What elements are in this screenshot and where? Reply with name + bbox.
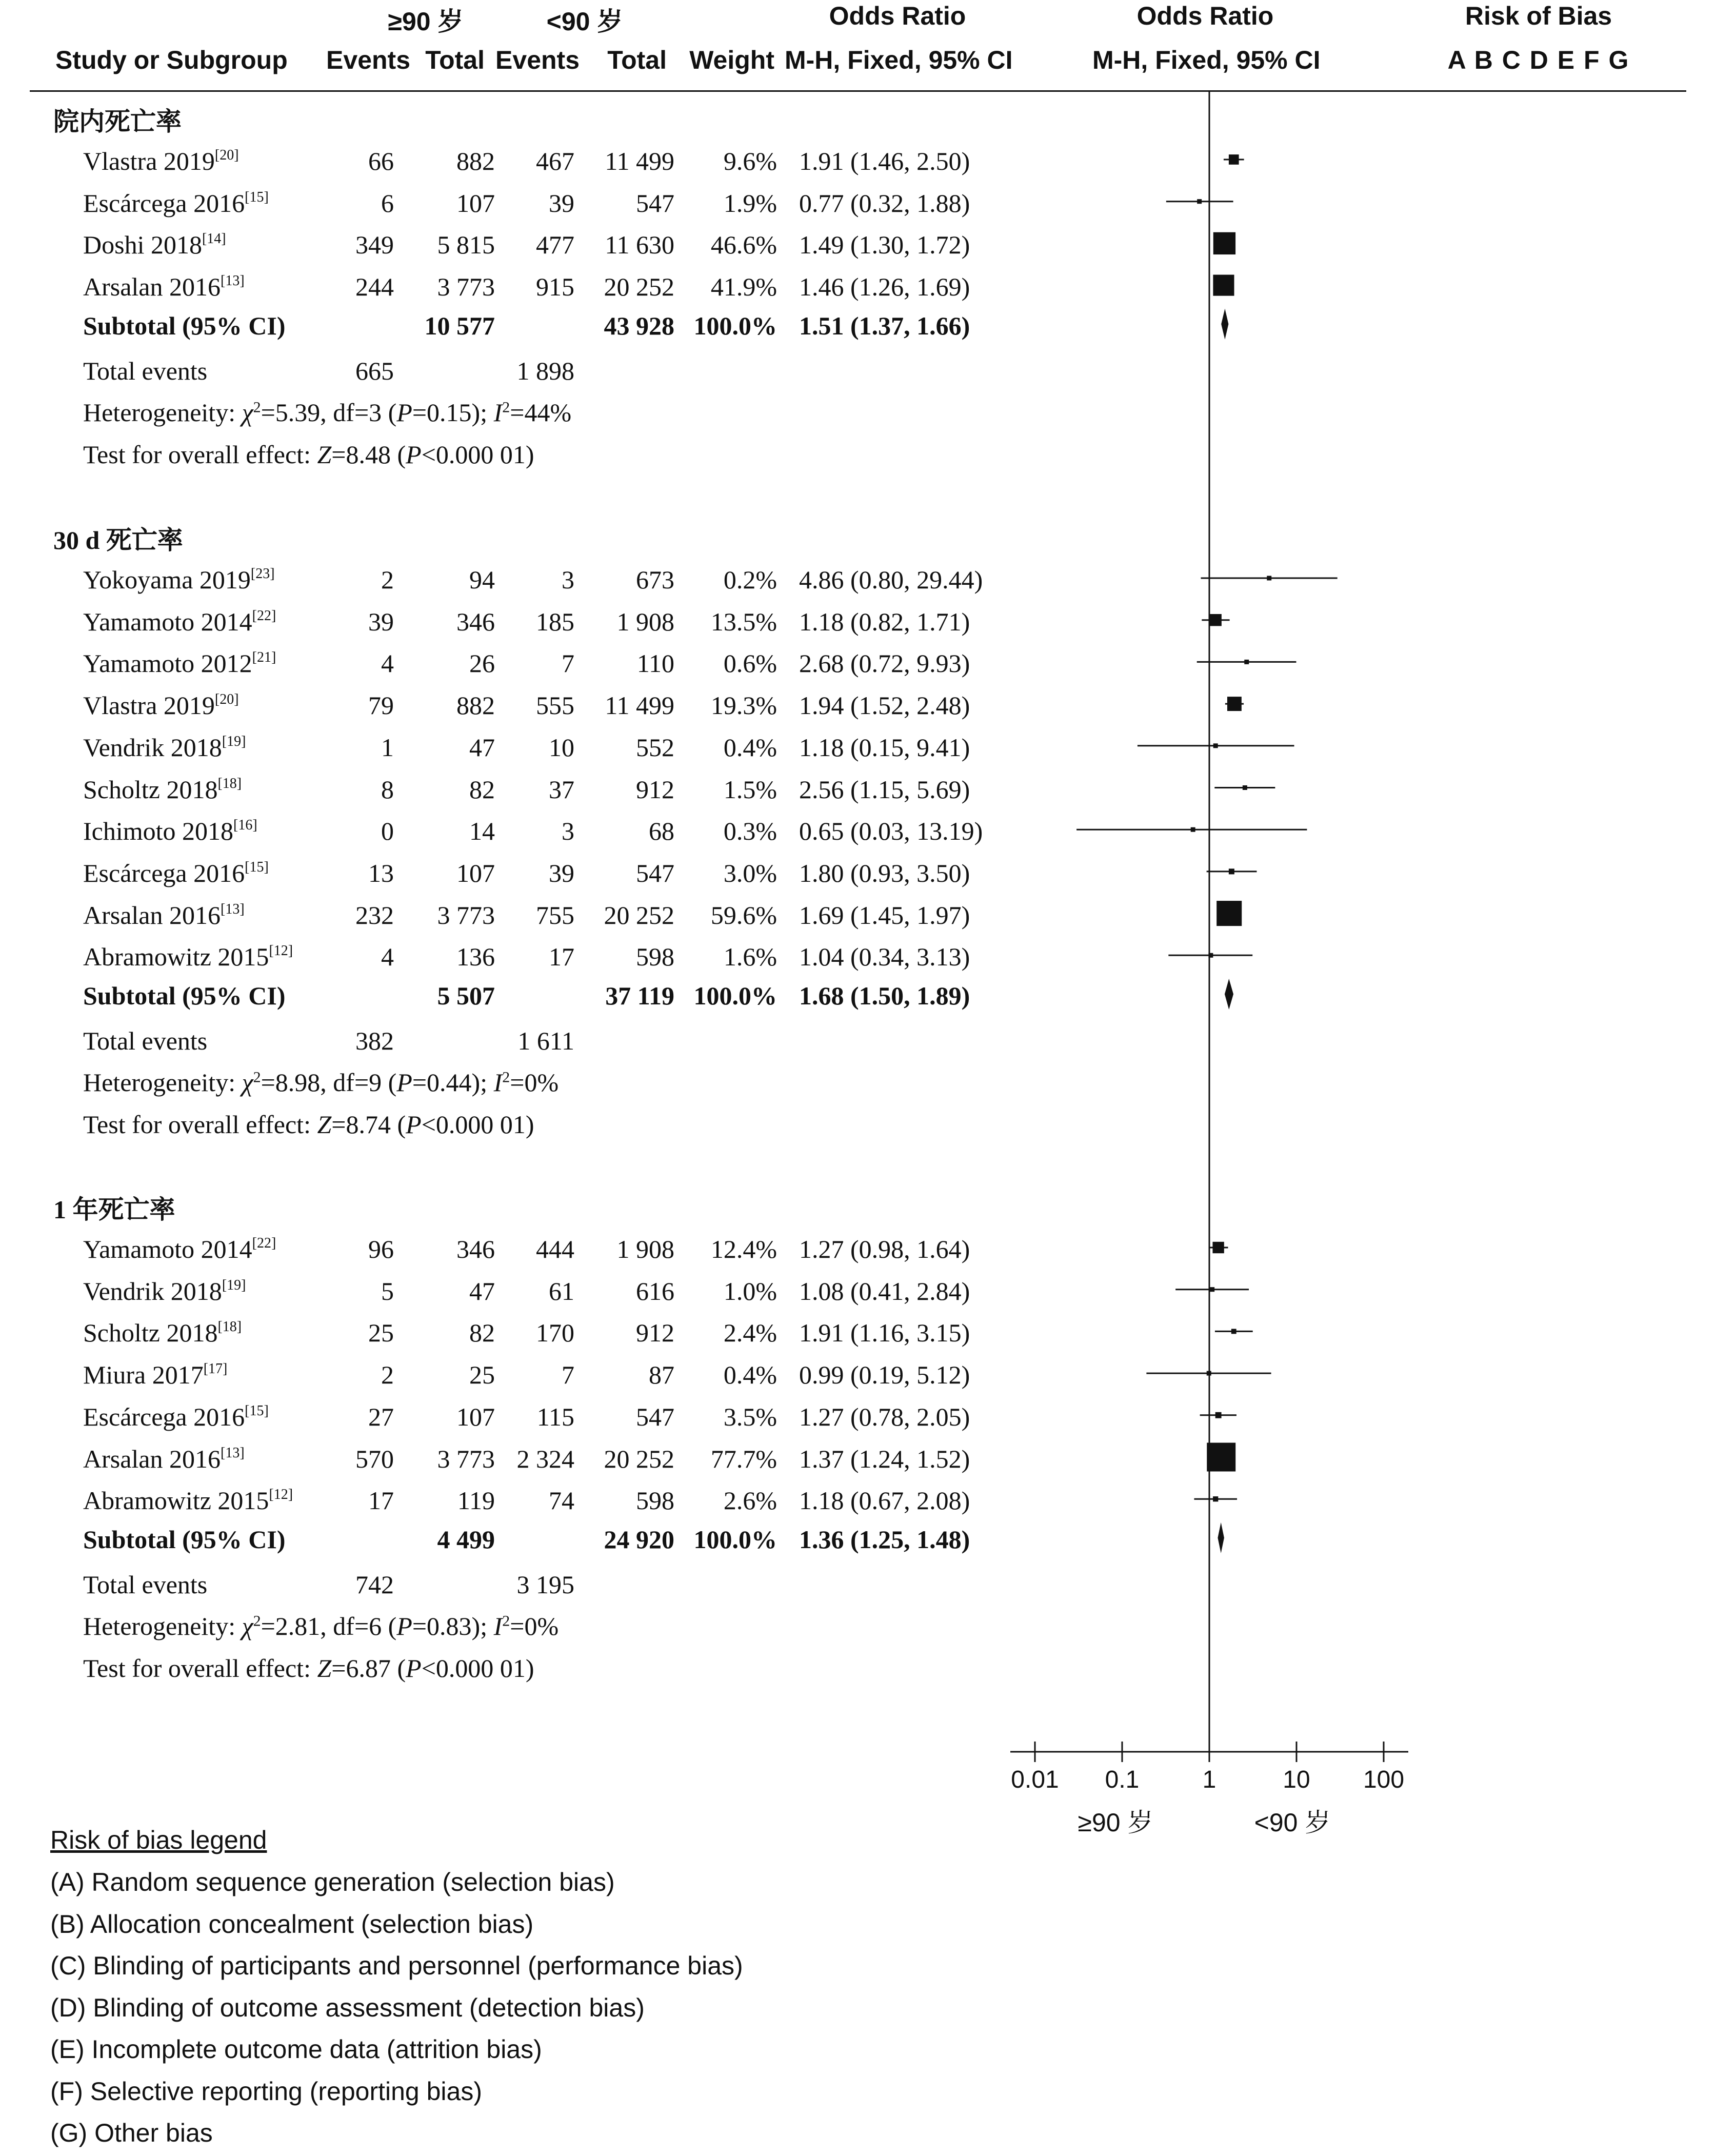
events-2: 477	[536, 230, 574, 260]
study-ref: [20]	[214, 691, 239, 708]
weight: 1.5%	[723, 775, 777, 804]
total-2: 1 908	[616, 1235, 674, 1263]
events-1: 349	[355, 230, 394, 260]
study-label: Escárcega 2016	[83, 1402, 245, 1431]
study-ref: [21]	[252, 649, 276, 666]
study-label: Yokoyama 2019	[83, 565, 251, 594]
total-events-label: Total events	[83, 1026, 208, 1055]
total-1: 82	[469, 775, 495, 804]
total-1: 882	[456, 147, 495, 175]
events2-header: Events	[495, 46, 580, 74]
overall-effect-text: Test for overall effect: Z=6.87 (P<0.000 01)	[83, 1653, 534, 1683]
total-events-2: 1 898	[516, 356, 574, 385]
subtotal-total-2: 43 928	[604, 311, 674, 340]
study-label: Doshi 2018	[83, 230, 202, 260]
events-2: 185	[536, 607, 574, 636]
subtotal-label: Subtotal (95% CI)	[83, 1525, 286, 1554]
study-ref: [15]	[245, 1402, 269, 1419]
events-1: 232	[355, 900, 394, 929]
favours-right-label: <90 岁	[1254, 1808, 1331, 1837]
events-2: 74	[549, 1486, 574, 1515]
study-label: Scholtz 2018	[83, 775, 218, 804]
subtotal-diamond	[1221, 309, 1228, 340]
odds-ratio-text: 1.27 (0.78, 2.05)	[799, 1402, 970, 1431]
study-ref: [17]	[203, 1361, 228, 1377]
study-label: Scholtz 2018	[83, 1318, 218, 1348]
events-2: 17	[549, 942, 574, 972]
events-2: 467	[536, 147, 574, 175]
study-label: Arsalan 2016	[83, 1444, 221, 1473]
total-1: 5 815	[437, 230, 495, 260]
subgroup-heading: 30 d 死亡率	[53, 526, 183, 555]
odds-ratio-text: 1.18 (0.67, 2.08)	[799, 1486, 970, 1515]
or-title: Odds Ratio	[829, 2, 966, 30]
total-2: 598	[636, 1486, 674, 1515]
overall-effect-text: Test for overall effect: Z=8.48 (P<0.000 01)	[83, 440, 534, 469]
odds-ratio-text: 1.37 (1.24, 1.52)	[799, 1444, 970, 1473]
total-2: 547	[636, 1402, 674, 1431]
subtotal-total-1: 10 577	[424, 311, 495, 340]
events-2: 444	[536, 1235, 574, 1263]
events-1: 13	[368, 858, 394, 887]
total-2: 110	[636, 649, 674, 678]
events1-header: Events	[326, 46, 410, 74]
x-tick-label: 1	[1202, 1766, 1216, 1793]
events-2: 115	[536, 1402, 574, 1431]
events-1: 1	[381, 733, 394, 762]
x-tick-label: 0.1	[1105, 1766, 1140, 1793]
events-2: 915	[536, 272, 574, 302]
study-ref: [13]	[221, 1445, 245, 1461]
weight-header: Weight	[689, 46, 774, 74]
study-label: Vlastra 2019	[83, 147, 215, 175]
total-2: 673	[636, 565, 674, 594]
study-ref: [19]	[222, 733, 246, 749]
total-2: 20 252	[604, 1444, 674, 1473]
subtotal-diamond	[1225, 979, 1233, 1010]
study-square	[1212, 1242, 1224, 1253]
legend-title: Risk of bias legend	[50, 1826, 267, 1854]
study-ref: [14]	[202, 231, 226, 247]
events-1: 66	[368, 147, 394, 175]
study-square	[1213, 1496, 1218, 1501]
total-events-1: 665	[355, 356, 394, 385]
subtotal-total-2: 24 920	[604, 1525, 674, 1554]
study-ref: [23]	[250, 566, 275, 582]
study-ref: [18]	[217, 775, 242, 792]
odds-ratio-text: 0.99 (0.19, 5.12)	[799, 1360, 970, 1390]
events-1: 25	[368, 1318, 394, 1348]
weight: 0.4%	[723, 733, 777, 762]
odds-ratio-text: 0.65 (0.03, 13.19)	[799, 817, 983, 846]
total-1: 107	[456, 858, 495, 887]
study-square	[1207, 1443, 1235, 1472]
study-ref: [19]	[222, 1277, 246, 1293]
events-2: 7	[562, 649, 574, 678]
total-2: 11 630	[605, 230, 674, 260]
total-events-2: 1 611	[517, 1026, 574, 1055]
weight: 77.7%	[710, 1444, 777, 1473]
study-ref: [22]	[252, 607, 276, 624]
subtotal-or-text: 1.68 (1.50, 1.89)	[799, 981, 970, 1010]
subtotal-total-1: 4 499	[437, 1525, 495, 1554]
total-2: 912	[636, 1318, 674, 1348]
subtotal-total-2: 37 119	[605, 981, 674, 1010]
events-2: 2 324	[516, 1444, 574, 1473]
study-label: Miura 2017	[83, 1360, 204, 1390]
total-1: 82	[469, 1318, 495, 1348]
study-ref: [20]	[214, 147, 239, 163]
weight: 59.6%	[710, 900, 777, 929]
weight: 46.6%	[710, 230, 777, 260]
events-2: 39	[549, 188, 574, 217]
odds-ratio-text: 1.46 (1.26, 1.69)	[799, 272, 970, 302]
events-1: 570	[355, 1444, 394, 1473]
total-events-label: Total events	[83, 1570, 208, 1599]
study-col-header: Study or Subgroup	[55, 46, 288, 74]
events-1: 6	[381, 188, 394, 217]
events-1: 4	[381, 649, 394, 678]
events-1: 2	[381, 1360, 394, 1390]
total-1: 3 773	[437, 900, 495, 929]
weight: 0.6%	[723, 649, 777, 678]
events-2: 755	[536, 900, 574, 929]
subtotal-weight: 100.0%	[693, 1525, 777, 1554]
events-1: 2	[381, 565, 394, 594]
total-2: 547	[636, 188, 674, 217]
total-1: 94	[469, 565, 495, 594]
or-method-header: M-H, Fixed, 95% CI	[785, 46, 1013, 74]
heterogeneity-text: Heterogeneity: $\chi^2=8.98$, df=9 (P=0.44); $I^2=0\%$	[83, 1068, 559, 1097]
subtotal-total-1: 5 507	[437, 981, 495, 1010]
x-tick-label: 0.01	[1011, 1766, 1059, 1793]
events-2: 555	[536, 691, 574, 720]
odds-ratio-text: 1.69 (1.45, 1.97)	[799, 900, 970, 929]
total-2: 616	[636, 1276, 674, 1306]
study-label: Yamamoto 2012	[83, 649, 252, 678]
subtotal-label: Subtotal (95% CI)	[83, 311, 286, 340]
total-1: 3 773	[437, 1444, 495, 1473]
study-label: Arsalan 2016	[83, 900, 221, 929]
study-square	[1213, 275, 1234, 296]
rob-title: Risk of Bias	[1465, 2, 1612, 30]
odds-ratio-text: 2.68 (0.72, 9.93)	[799, 649, 970, 678]
total-2: 912	[636, 775, 674, 804]
favours-left-label: ≥90 岁	[1078, 1808, 1153, 1837]
overall-effect-text: Test for overall effect: Z=8.74 (P<0.000 01)	[83, 1110, 534, 1139]
total-1: 346	[456, 607, 495, 636]
weight: 19.3%	[710, 691, 777, 720]
events-2: 61	[549, 1276, 574, 1306]
weight: 12.4%	[710, 1235, 777, 1263]
study-label: Yamamoto 2014	[83, 607, 252, 636]
total-1: 107	[456, 1402, 495, 1431]
total-2: 20 252	[604, 900, 674, 929]
subtotal-weight: 100.0%	[693, 981, 777, 1010]
study-square	[1213, 232, 1235, 254]
weight: 3.5%	[723, 1402, 777, 1431]
events-1: 244	[355, 272, 394, 302]
subtotal-label: Subtotal (95% CI)	[83, 981, 286, 1010]
odds-ratio-text: 0.77 (0.32, 1.88)	[799, 188, 970, 217]
odds-ratio-text: 1.49 (1.30, 1.72)	[799, 230, 970, 260]
study-square	[1197, 199, 1202, 204]
odds-ratio-text: 1.18 (0.82, 1.71)	[799, 607, 970, 636]
study-square	[1231, 1329, 1236, 1334]
odds-ratio-text: 1.27 (0.98, 1.64)	[799, 1235, 970, 1263]
odds-ratio-text: 1.91 (1.16, 3.15)	[799, 1318, 970, 1348]
weight: 1.6%	[723, 942, 777, 972]
total-events-2: 3 195	[516, 1570, 574, 1599]
events-1: 8	[381, 775, 394, 804]
total-1: 26	[469, 649, 495, 678]
weight: 0.4%	[723, 1360, 777, 1390]
total-2: 547	[636, 858, 674, 887]
weight: 13.5%	[710, 607, 777, 636]
total-2: 20 252	[604, 272, 674, 302]
study-label: Ichimoto 2018	[83, 817, 234, 846]
study-ref: [16]	[233, 817, 257, 834]
subtotal-or-text: 1.51 (1.37, 1.66)	[799, 311, 970, 340]
events-2: 39	[549, 858, 574, 887]
weight: 2.4%	[723, 1318, 777, 1348]
legend-item: (G) Other bias	[50, 2119, 213, 2147]
odds-ratio-text: 1.80 (0.93, 3.50)	[799, 858, 970, 887]
weight: 0.3%	[723, 817, 777, 846]
total-1: 346	[456, 1235, 495, 1263]
total-2: 552	[636, 733, 674, 762]
total-1: 882	[456, 691, 495, 720]
study-label: Yamamoto 2014	[83, 1235, 252, 1263]
weight: 1.0%	[723, 1276, 777, 1306]
total-events-1: 742	[355, 1570, 394, 1599]
study-ref: [13]	[221, 901, 245, 917]
subtotal-diamond	[1218, 1522, 1224, 1553]
events-2: 7	[562, 1360, 574, 1390]
plot-method-header: M-H, Fixed, 95% CI	[1092, 46, 1321, 74]
study-square	[1229, 868, 1234, 874]
study-square	[1216, 901, 1242, 926]
legend-item: (C) Blinding of participants and personnel (performance bias)	[50, 1951, 743, 1980]
total-2: 68	[649, 817, 674, 846]
subgroup-heading: 院内死亡率	[53, 107, 182, 136]
total-1: 3 773	[437, 272, 495, 302]
odds-ratio-text: 1.91 (1.46, 2.50)	[799, 147, 970, 175]
study-label: Abramowitz 2015	[83, 942, 269, 972]
events-2: 3	[562, 817, 574, 846]
events-1: 17	[368, 1486, 394, 1515]
x-tick-label: 100	[1363, 1766, 1405, 1793]
total-2: 87	[649, 1360, 674, 1390]
study-ref: [12]	[269, 943, 293, 959]
plot-title: Odds Ratio	[1136, 2, 1274, 30]
weight: 0.2%	[723, 565, 777, 594]
total-1: 47	[469, 1276, 495, 1306]
events-1: 0	[381, 817, 394, 846]
total-1: 25	[469, 1360, 495, 1390]
legend-item: (B) Allocation concealment (selection bias)	[50, 1909, 534, 1939]
study-ref: [15]	[245, 189, 269, 205]
group1-header: ≥90 岁	[388, 7, 464, 36]
subtotal-or-text: 1.36 (1.25, 1.48)	[799, 1525, 970, 1554]
study-square	[1267, 576, 1271, 581]
study-square	[1243, 785, 1247, 790]
total-1: 47	[469, 733, 495, 762]
heterogeneity-text: Heterogeneity: $\chi^2=2.81$, df=6 (P=0.83); $I^2=0\%$	[83, 1611, 559, 1640]
weight: 1.9%	[723, 188, 777, 217]
study-square	[1191, 827, 1195, 832]
study-label: Abramowitz 2015	[83, 1486, 269, 1515]
weight: 2.6%	[723, 1486, 777, 1515]
study-square	[1210, 1287, 1214, 1292]
total-2: 11 499	[605, 691, 674, 720]
events-1: 4	[381, 942, 394, 972]
odds-ratio-text: 1.18 (0.15, 9.41)	[799, 733, 970, 762]
events-1: 96	[368, 1235, 394, 1263]
study-label: Escárcega 2016	[83, 188, 245, 217]
rob-letters: A B C D E F G	[1447, 46, 1630, 74]
study-square	[1244, 660, 1249, 664]
total1-header: Total	[425, 46, 485, 74]
total-1: 107	[456, 188, 495, 217]
total-events-1: 382	[355, 1026, 394, 1055]
study-ref: [13]	[221, 273, 245, 289]
events-1: 5	[381, 1276, 394, 1306]
total-1: 119	[457, 1486, 495, 1515]
heterogeneity-text: Heterogeneity: $\chi^2=5.39$, df=3 (P=0.15); $I^2=44\%$	[83, 398, 572, 427]
legend-item: (D) Blinding of outcome assessment (detection bias)	[50, 1993, 645, 2022]
study-square	[1215, 1412, 1222, 1418]
odds-ratio-text: 1.94 (1.52, 2.48)	[799, 691, 970, 720]
events-2: 170	[536, 1318, 574, 1348]
odds-ratio-text: 1.08 (0.41, 2.84)	[799, 1276, 970, 1306]
total-2: 1 908	[616, 607, 674, 636]
study-label: Vendrik 2018	[83, 1276, 222, 1306]
study-ref: [18]	[217, 1319, 242, 1335]
study-ref: [15]	[245, 859, 269, 875]
study-label: Escárcega 2016	[83, 858, 245, 887]
legend-item: (A) Random sequence generation (selection bias)	[50, 1868, 615, 1896]
events-1: 39	[368, 607, 394, 636]
total-2: 598	[636, 942, 674, 972]
legend-item: (E) Incomplete outcome data (attrition bias)	[50, 2035, 542, 2064]
odds-ratio-text: 1.04 (0.34, 3.13)	[799, 942, 970, 972]
study-label: Vlastra 2019	[83, 691, 215, 720]
total-1: 136	[456, 942, 495, 972]
subgroup-heading: 1 年死亡率	[53, 1195, 175, 1224]
events-1: 27	[368, 1402, 394, 1431]
odds-ratio-text: 4.86 (0.80, 29.44)	[799, 565, 983, 594]
weight: 9.6%	[723, 147, 777, 175]
total2-header: Total	[607, 46, 667, 74]
events-2: 10	[549, 733, 574, 762]
odds-ratio-text: 2.56 (1.15, 5.69)	[799, 775, 970, 804]
study-label: Vendrik 2018	[83, 733, 222, 762]
events-2: 37	[549, 775, 574, 804]
study-square	[1227, 697, 1242, 711]
legend-item: (F) Selective reporting (reporting bias)	[50, 2076, 482, 2106]
total-2: 11 499	[605, 147, 674, 175]
group2-header: <90 岁	[546, 7, 623, 36]
study-square	[1229, 154, 1239, 165]
x-tick-label: 10	[1283, 1766, 1310, 1793]
weight: 3.0%	[723, 858, 777, 887]
total-events-label: Total events	[83, 356, 208, 385]
weight: 41.9%	[710, 272, 777, 302]
study-label: Arsalan 2016	[83, 272, 221, 302]
study-ref: [22]	[252, 1235, 276, 1251]
events-2: 3	[562, 565, 574, 594]
study-square	[1213, 743, 1218, 748]
study-ref: [12]	[269, 1487, 293, 1503]
total-1: 14	[469, 817, 495, 846]
events-1: 79	[368, 691, 394, 720]
study-square	[1210, 614, 1222, 626]
subtotal-weight: 100.0%	[693, 311, 777, 340]
